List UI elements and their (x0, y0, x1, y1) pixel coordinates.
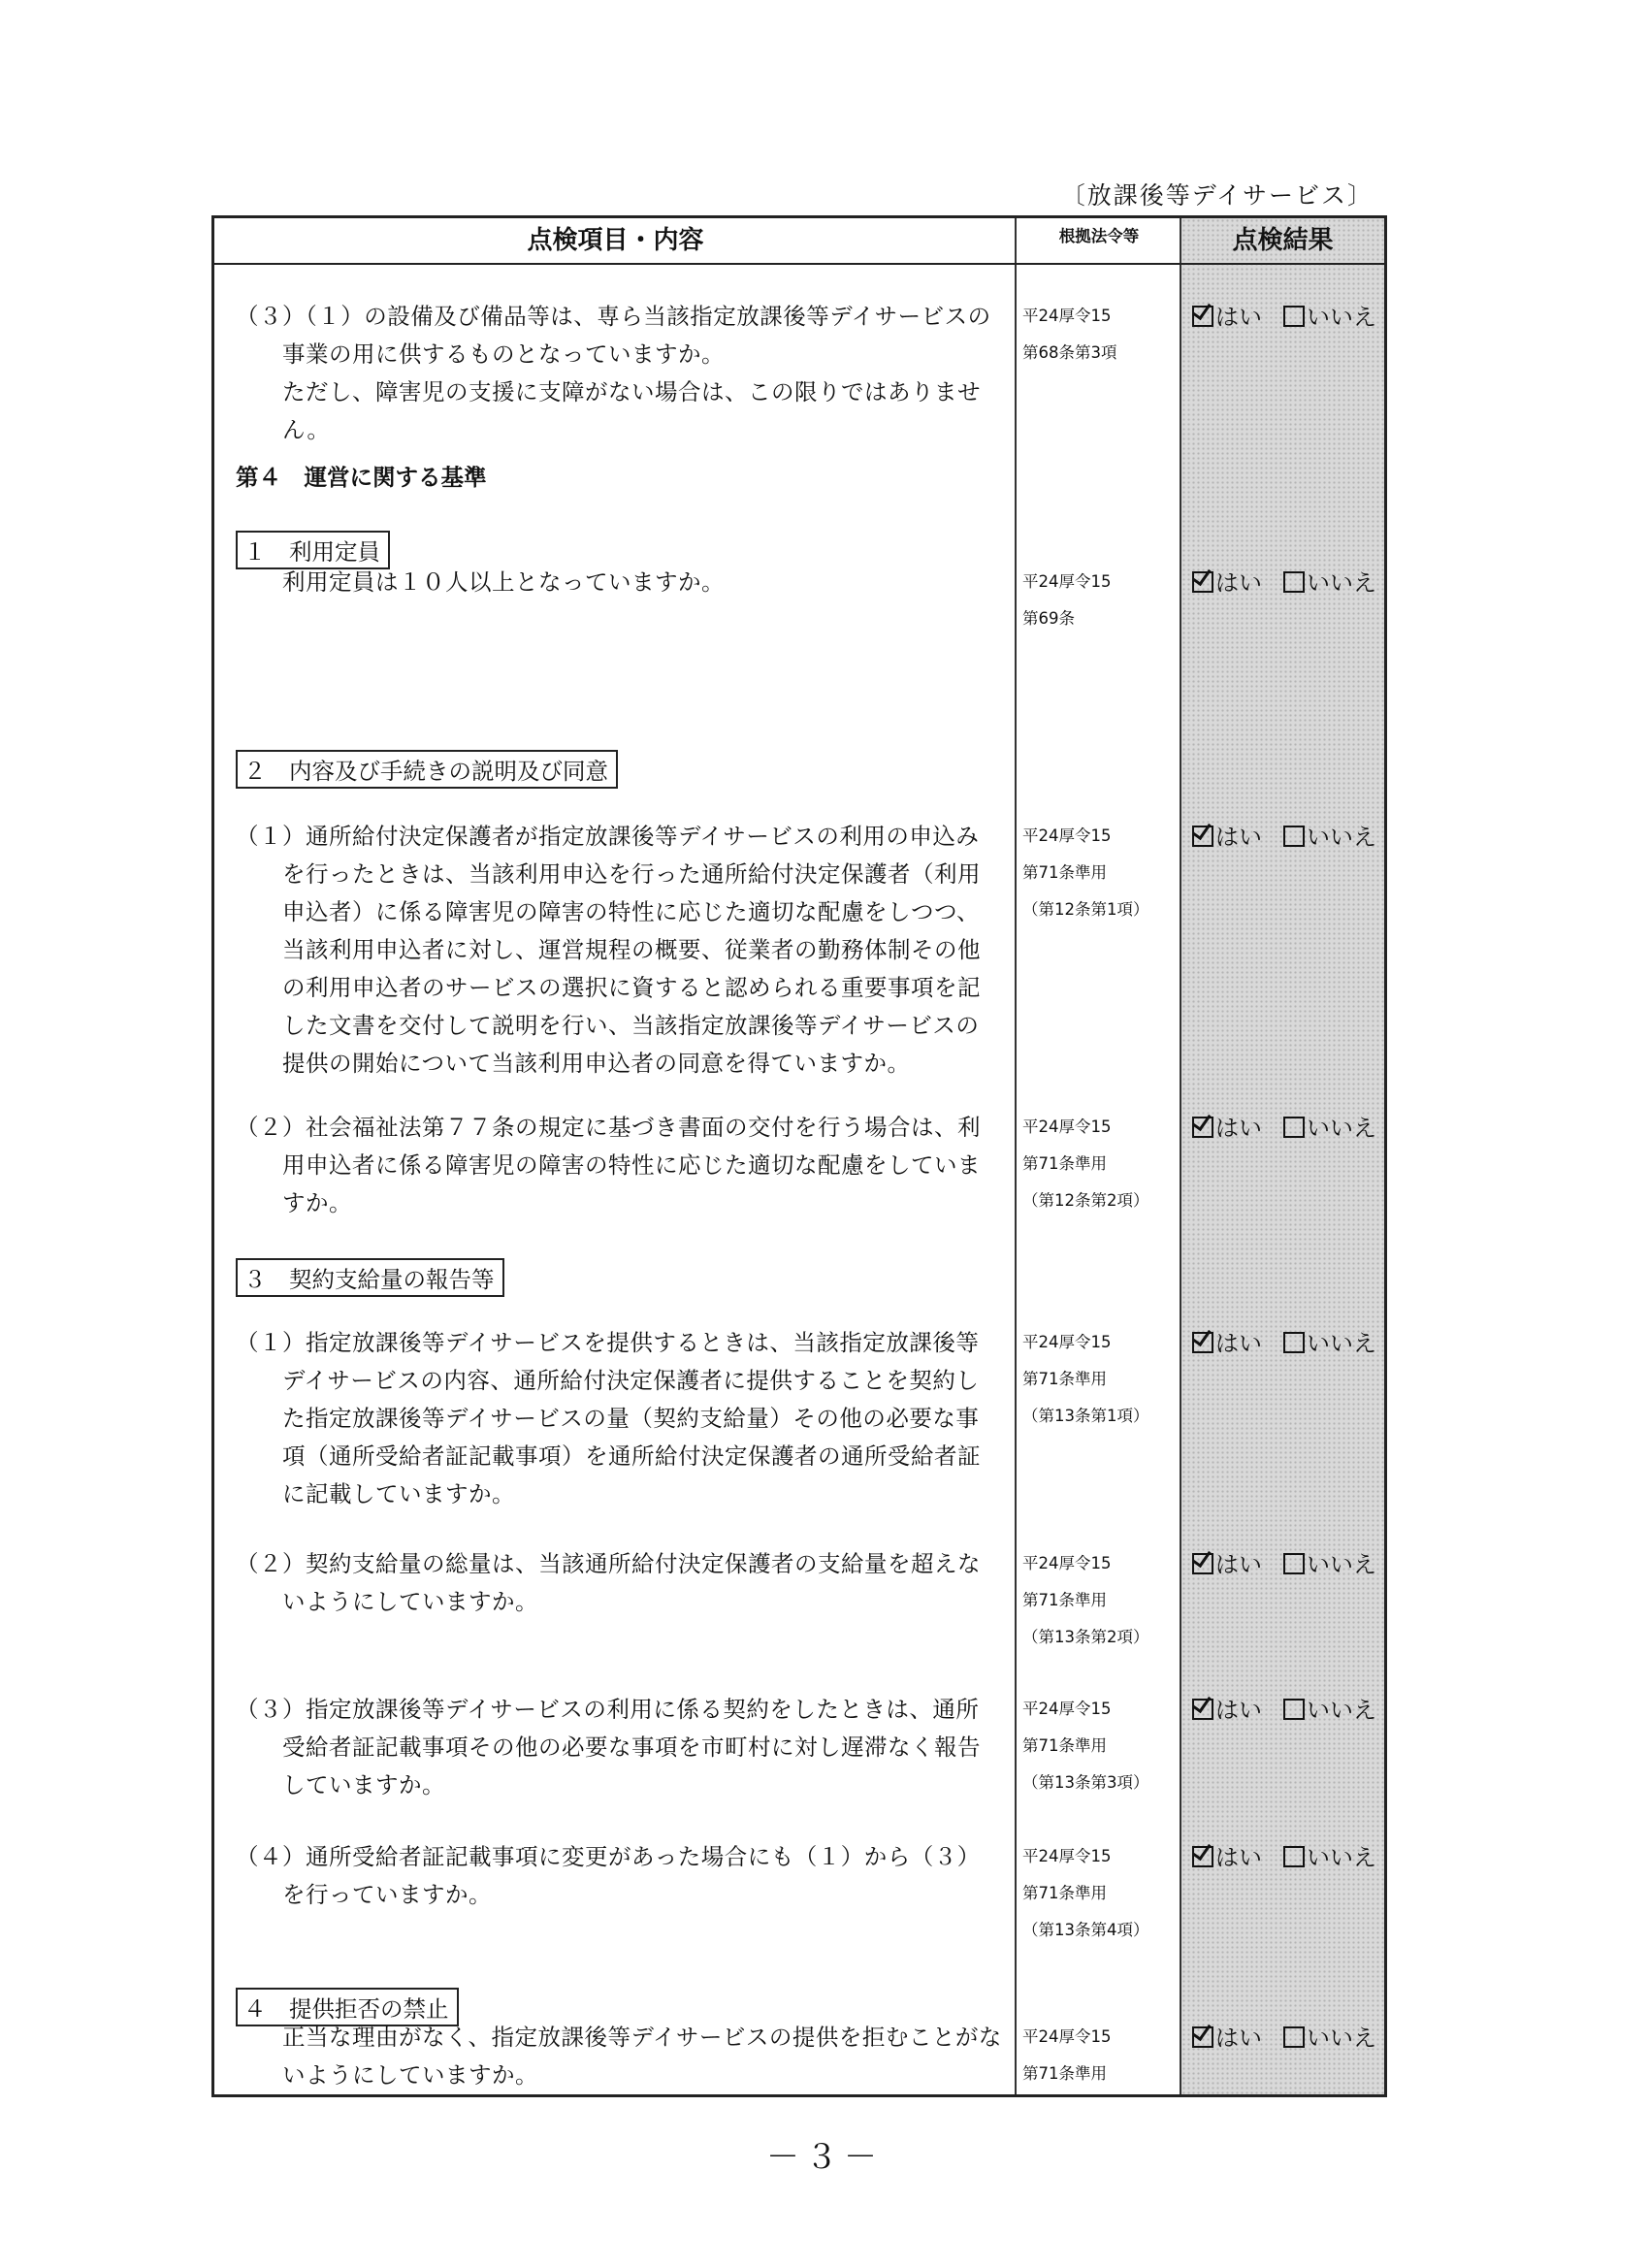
column-result (1181, 218, 1384, 2094)
checkbox-icon[interactable] (1283, 571, 1305, 593)
check-item-text: （２）契約支給量の総量は、当該通所給付決定保護者の支給量を超えないようにしていますか。 (236, 1550, 981, 1615)
result-choice[interactable] (1192, 298, 1386, 332)
checkbox-icon[interactable] (1283, 1332, 1305, 1353)
yes-option[interactable]: はい (1192, 824, 1262, 851)
result-choice[interactable] (1192, 1838, 1386, 1872)
yes-option[interactable]: はい (1192, 304, 1262, 331)
section-title: 第４ 運営に関する基準 (236, 464, 487, 491)
check-item-text: 利用定員は１０人以上となっていますか。 (282, 568, 725, 596)
yes-option[interactable]: はい (1192, 1697, 1262, 1724)
no-option[interactable]: いいえ (1283, 1844, 1376, 1871)
checkbox-icon[interactable] (1283, 306, 1305, 327)
checked-box-icon[interactable] (1192, 1699, 1213, 1720)
header-law: 根拠法令等 (1058, 227, 1140, 245)
checked-box-icon[interactable] (1192, 2026, 1213, 2048)
no-option[interactable]: いいえ (1283, 1115, 1376, 1142)
check-item-text: （３）（１）の設備及び備品等は、専ら当該指定放課後等デイサービスの事業の用に供するものとなっていますか。 ただし、障害児の支援に支障がない場合は、この限りではありません。 (236, 303, 991, 443)
checked-box-icon[interactable] (1192, 1553, 1213, 1574)
check-item-text: （１）指定放課後等デイサービスを提供するときは、当該指定放課後等デイサービスの内容、通所給付決定保護者に提供することを契約した指定放課後等デイサービスの量（契約支給量）その他の必要な事項（通所受給者証記載事項）を通所給付決定保護者の通所受給者証に記載していますか。 (236, 1329, 981, 1507)
yes-option[interactable]: はい (1192, 2025, 1262, 2052)
check-item-text: 正当な理由がなく、指定放課後等デイサービスの提供を拒むことがないようにしていますか。 (282, 2024, 1002, 2089)
law-reference: 平24厚令15 第71条準用 （第13条第4項） (1022, 1847, 1149, 1939)
law-reference: 平24厚令15 第71条準用 （第12条第2項） (1022, 1118, 1149, 1210)
check-item-text: （３）指定放課後等デイサービスの利用に係る契約をしたときは、通所受給者証記載事項その他の必要な事項を市町村に対し遅滞なく報告していますか。 (236, 1696, 981, 1798)
result-choice[interactable] (1192, 564, 1386, 598)
subsection-heading: ４ 提供拒否の禁止 (236, 1988, 459, 2026)
checked-box-icon[interactable] (1192, 571, 1213, 593)
checkbox-icon[interactable] (1283, 1846, 1305, 1867)
page-number: －３－ (766, 2138, 883, 2177)
checkbox-icon[interactable] (1283, 1553, 1305, 1574)
no-option[interactable]: いいえ (1283, 1697, 1376, 1724)
no-option[interactable]: いいえ (1283, 2025, 1376, 2052)
no-option[interactable]: いいえ (1283, 569, 1376, 597)
service-type-label: 〔放課後等デイサービス〕 (1060, 181, 1374, 210)
checked-box-icon[interactable] (1192, 306, 1213, 327)
result-choice[interactable] (1192, 1545, 1386, 1579)
checkbox-icon[interactable] (1283, 1117, 1305, 1138)
check-item-text: （２）社会福祉法第７７条の規定に基づき書面の交付を行う場合は、利用申込者に係る障害児の障害の特性に応じた適切な配慮をしていますか。 (236, 1114, 981, 1216)
check-item-text: （１）通所給付決定保護者が指定放課後等デイサービスの利用の申込みを行ったときは、当該利用申込を行った通所給付決定保護者（利用申込者）に係る障害児の障害の特性に応じた適切な配慮をしつつ、当該利用申込者に対し、運営規程の概要、従業者の勤務体制その他の利用申込者のサービスの選択に資すると認められる重要事項を記した文書を交付して説明を行い、当該指定放課後等デイサービスの提供の開始について当該利用申込者の同意を得ていますか。 (236, 823, 981, 1077)
result-choice[interactable] (1192, 1324, 1386, 1358)
law-reference: 平24厚令15 第69条 (1022, 572, 1112, 628)
checkbox-icon[interactable] (1283, 2026, 1305, 2048)
law-reference: 平24厚令15 第68条第3項 (1022, 307, 1117, 362)
result-choice[interactable] (1192, 818, 1386, 852)
subsection-heading: １ 利用定員 (236, 531, 390, 569)
subsection-heading: ２ 内容及び手続きの説明及び同意 (236, 750, 618, 789)
law-reference: 平24厚令15 第71条準用 (1022, 2027, 1112, 2083)
table-header (214, 218, 1384, 265)
checkbox-icon[interactable] (1283, 1699, 1305, 1720)
result-choice[interactable] (1192, 1691, 1386, 1725)
law-reference: 平24厚令15 第71条準用 （第12条第1項） (1022, 826, 1149, 919)
inspection-table (211, 215, 1387, 2097)
header-result: 点検結果 (1232, 226, 1334, 255)
check-item-text: （４）通所受給者証記載事項に変更があった場合にも（１）から（３）を行っていますか。 (236, 1843, 981, 1908)
yes-option[interactable]: はい (1192, 569, 1262, 597)
checkbox-icon[interactable] (1283, 826, 1305, 847)
result-choice[interactable] (1192, 1109, 1386, 1143)
no-option[interactable]: いいえ (1283, 304, 1376, 331)
subsection-heading: ３ 契約支給量の報告等 (236, 1258, 504, 1297)
header-item: 点検項目・内容 (527, 226, 704, 255)
checked-box-icon[interactable] (1192, 1332, 1213, 1353)
yes-option[interactable]: はい (1192, 1551, 1262, 1578)
no-option[interactable]: いいえ (1283, 1551, 1376, 1578)
law-reference: 平24厚令15 第71条準用 （第13条第3項） (1022, 1700, 1149, 1792)
checked-box-icon[interactable] (1192, 826, 1213, 847)
law-reference: 平24厚令15 第71条準用 （第13条第2項） (1022, 1554, 1149, 1646)
checked-box-icon[interactable] (1192, 1846, 1213, 1867)
no-option[interactable]: いいえ (1283, 1330, 1376, 1357)
no-option[interactable]: いいえ (1283, 824, 1376, 851)
yes-option[interactable]: はい (1192, 1330, 1262, 1357)
result-choice[interactable] (1192, 2019, 1386, 2053)
yes-option[interactable]: はい (1192, 1115, 1262, 1142)
checked-box-icon[interactable] (1192, 1117, 1213, 1138)
yes-option[interactable]: はい (1192, 1844, 1262, 1871)
law-reference: 平24厚令15 第71条準用 （第13条第1項） (1022, 1333, 1149, 1425)
